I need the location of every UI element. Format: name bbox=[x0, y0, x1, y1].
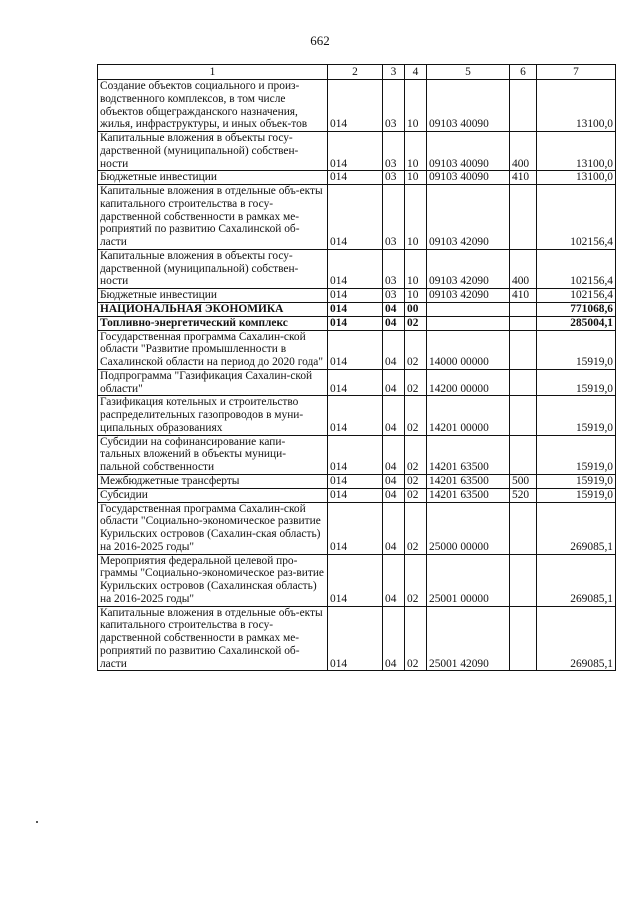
cell-c7: 15919,0 bbox=[537, 435, 616, 474]
cell-c2: 014 bbox=[328, 316, 383, 330]
budget-table bbox=[97, 64, 616, 671]
cell-c5: 14201 63500 bbox=[427, 435, 510, 474]
cell-c2: 014 bbox=[328, 303, 383, 317]
header-col-4: 4 bbox=[405, 65, 427, 80]
table-row bbox=[98, 185, 616, 250]
cell-c4: 02 bbox=[405, 606, 427, 671]
table-row bbox=[98, 435, 616, 474]
cell-c2: 014 bbox=[328, 185, 383, 250]
cell-c4: 10 bbox=[405, 289, 427, 303]
cell-c2: 014 bbox=[328, 171, 383, 185]
cell-c7: 269085,1 bbox=[537, 554, 616, 606]
cell-c4: 02 bbox=[405, 330, 427, 369]
cell-name: Топливно-энергетический комплекс bbox=[98, 316, 328, 330]
cell-c3: 04 bbox=[383, 606, 405, 671]
cell-c3: 03 bbox=[383, 185, 405, 250]
cell-c4: 10 bbox=[405, 185, 427, 250]
cell-c5: 09103 42090 bbox=[427, 289, 510, 303]
cell-name: Капитальные вложения в объекты госу-дарственной (муниципальной) собствен-ности bbox=[98, 132, 328, 171]
cell-c7: 15919,0 bbox=[537, 330, 616, 369]
cell-c7: 15919,0 bbox=[537, 488, 616, 502]
cell-c2: 014 bbox=[328, 132, 383, 171]
cell-c5: 25001 00000 bbox=[427, 554, 510, 606]
cell-c5: 09103 40090 bbox=[427, 171, 510, 185]
cell-c3: 04 bbox=[383, 330, 405, 369]
cell-name: Государственная программа Сахалин-ской области "Развитие промышленности в Сахалинской области на период до 2020 года" bbox=[98, 330, 328, 369]
cell-c5 bbox=[427, 316, 510, 330]
cell-c4: 10 bbox=[405, 249, 427, 288]
header-col-1: 1 bbox=[98, 65, 328, 80]
cell-c5: 14000 00000 bbox=[427, 330, 510, 369]
cell-c2: 014 bbox=[328, 330, 383, 369]
cell-c3: 04 bbox=[383, 502, 405, 554]
cell-c2: 014 bbox=[328, 80, 383, 132]
cell-c5: 14201 00000 bbox=[427, 396, 510, 435]
cell-c5: 14201 63500 bbox=[427, 474, 510, 488]
cell-c2: 014 bbox=[328, 435, 383, 474]
cell-name: НАЦИОНАЛЬНАЯ ЭКОНОМИКА bbox=[98, 303, 328, 317]
cell-c5 bbox=[427, 303, 510, 317]
cell-name: Капитальные вложения в отдельные объ-екты капитального строительства в госу-дарственной собственности в рамках ме-роприятий по развитию Сахалинской об-ласти bbox=[98, 606, 328, 671]
table-row bbox=[98, 289, 616, 303]
cell-c6: 410 bbox=[510, 289, 537, 303]
cell-c6 bbox=[510, 435, 537, 474]
cell-c7: 13100,0 bbox=[537, 132, 616, 171]
cell-c4: 02 bbox=[405, 554, 427, 606]
cell-c4: 02 bbox=[405, 502, 427, 554]
cell-c2: 014 bbox=[328, 502, 383, 554]
cell-name: Газификация котельных и строительство распределительных газопроводов в муни-ципальных образованиях bbox=[98, 396, 328, 435]
cell-c4: 02 bbox=[405, 369, 427, 396]
page-number: 662 bbox=[310, 33, 330, 48]
table-row bbox=[98, 316, 616, 330]
cell-c4: 10 bbox=[405, 132, 427, 171]
cell-c6 bbox=[510, 185, 537, 250]
cell-c5: 25000 00000 bbox=[427, 502, 510, 554]
table-body bbox=[98, 80, 616, 671]
cell-c3: 03 bbox=[383, 80, 405, 132]
cell-c3: 03 bbox=[383, 132, 405, 171]
cell-c6 bbox=[510, 303, 537, 317]
table-row bbox=[98, 171, 616, 185]
cell-c3: 04 bbox=[383, 396, 405, 435]
cell-c2: 014 bbox=[328, 554, 383, 606]
cell-c3: 04 bbox=[383, 488, 405, 502]
cell-name: Подпрограмма "Газификация Сахалин-ской области" bbox=[98, 369, 328, 396]
cell-name: Мероприятия федеральной целевой про-граммы "Социально-экономическое раз-витие Курильских островов (Сахалинская область) на 2016-2025 годы" bbox=[98, 554, 328, 606]
cell-c6 bbox=[510, 369, 537, 396]
table-row bbox=[98, 396, 616, 435]
cell-c2: 014 bbox=[328, 249, 383, 288]
cell-c5: 09103 40090 bbox=[427, 80, 510, 132]
cell-c7: 102156,4 bbox=[537, 249, 616, 288]
cell-c3: 04 bbox=[383, 316, 405, 330]
table-row bbox=[98, 488, 616, 502]
cell-c7: 269085,1 bbox=[537, 606, 616, 671]
cell-c3: 04 bbox=[383, 554, 405, 606]
cell-c6 bbox=[510, 80, 537, 132]
cell-c4: 02 bbox=[405, 316, 427, 330]
cell-c3: 04 bbox=[383, 474, 405, 488]
cell-c7: 102156,4 bbox=[537, 185, 616, 250]
cell-c2: 014 bbox=[328, 474, 383, 488]
cell-c7: 285004,1 bbox=[537, 316, 616, 330]
cell-c3: 04 bbox=[383, 303, 405, 317]
cell-c4: 02 bbox=[405, 435, 427, 474]
cell-name: Бюджетные инвестиции bbox=[98, 289, 328, 303]
cell-c7: 13100,0 bbox=[537, 171, 616, 185]
table-header-row bbox=[98, 65, 616, 80]
cell-c3: 04 bbox=[383, 435, 405, 474]
cell-c2: 014 bbox=[328, 396, 383, 435]
cell-c3: 04 bbox=[383, 369, 405, 396]
cell-c6 bbox=[510, 330, 537, 369]
cell-c4: 10 bbox=[405, 171, 427, 185]
cell-c6: 520 bbox=[510, 488, 537, 502]
cell-c5: 14200 00000 bbox=[427, 369, 510, 396]
cell-c4: 00 bbox=[405, 303, 427, 317]
cell-c7: 13100,0 bbox=[537, 80, 616, 132]
cell-name: Государственная программа Сахалин-ской области "Социально-экономическое развитие Курильских островов (Сахалин-ская область) на 2016-2025 годы" bbox=[98, 502, 328, 554]
cell-c6: 410 bbox=[510, 171, 537, 185]
cell-c7: 15919,0 bbox=[537, 396, 616, 435]
cell-name: Капитальные вложения в отдельные объ-екты капитального строительства в госу-дарственной собственности в рамках ме-роприятий по развитию Сахалинской об-ласти bbox=[98, 185, 328, 250]
table-row bbox=[98, 303, 616, 317]
cell-c3: 03 bbox=[383, 171, 405, 185]
cell-name: Субсидии на софинансирование капи-тальных вложений в объекты муници-пальной собственности bbox=[98, 435, 328, 474]
cell-c2: 014 bbox=[328, 488, 383, 502]
cell-c5: 25001 42090 bbox=[427, 606, 510, 671]
table-row bbox=[98, 369, 616, 396]
cell-name: Бюджетные инвестиции bbox=[98, 171, 328, 185]
cell-c6 bbox=[510, 502, 537, 554]
cell-c4: 02 bbox=[405, 474, 427, 488]
cell-c4: 02 bbox=[405, 396, 427, 435]
table-row bbox=[98, 606, 616, 671]
cell-c5: 14201 63500 bbox=[427, 488, 510, 502]
cell-c5: 09103 42090 bbox=[427, 185, 510, 250]
cell-name: Межбюджетные трансферты bbox=[98, 474, 328, 488]
header-col-6: 6 bbox=[510, 65, 537, 80]
cell-name: Капитальные вложения в объекты госу-дарственной (муниципальной) собствен-ности bbox=[98, 249, 328, 288]
cell-c4: 02 bbox=[405, 488, 427, 502]
cell-c6: 400 bbox=[510, 249, 537, 288]
header-col-3: 3 bbox=[383, 65, 405, 80]
cell-c7: 771068,6 bbox=[537, 303, 616, 317]
cell-c6 bbox=[510, 396, 537, 435]
table-row bbox=[98, 330, 616, 369]
cell-c4: 10 bbox=[405, 80, 427, 132]
cell-c5: 09103 40090 bbox=[427, 132, 510, 171]
cell-c7: 269085,1 bbox=[537, 502, 616, 554]
cell-c5: 09103 42090 bbox=[427, 249, 510, 288]
cell-c7: 15919,0 bbox=[537, 474, 616, 488]
cell-c2: 014 bbox=[328, 369, 383, 396]
scan-speck bbox=[36, 821, 38, 823]
cell-c6: 500 bbox=[510, 474, 537, 488]
cell-name: Субсидии bbox=[98, 488, 328, 502]
cell-name: Создание объектов социального и произ-водственного комплексов, в том числе объектов общегражданского назначения, жилья, инфраструктуры, и иных объек-тов bbox=[98, 80, 328, 132]
cell-c6 bbox=[510, 606, 537, 671]
header-col-2: 2 bbox=[328, 65, 383, 80]
cell-c6 bbox=[510, 554, 537, 606]
header-col-7: 7 bbox=[537, 65, 616, 80]
table-row bbox=[98, 502, 616, 554]
table-row bbox=[98, 132, 616, 171]
cell-c2: 014 bbox=[328, 606, 383, 671]
cell-c3: 03 bbox=[383, 249, 405, 288]
cell-c6 bbox=[510, 316, 537, 330]
table-row bbox=[98, 80, 616, 132]
cell-c7: 102156,4 bbox=[537, 289, 616, 303]
cell-c3: 03 bbox=[383, 289, 405, 303]
cell-c7: 15919,0 bbox=[537, 369, 616, 396]
header-col-5: 5 bbox=[427, 65, 510, 80]
cell-c2: 014 bbox=[328, 289, 383, 303]
table-row bbox=[98, 554, 616, 606]
cell-c6: 400 bbox=[510, 132, 537, 171]
table-row bbox=[98, 249, 616, 288]
table-row bbox=[98, 474, 616, 488]
